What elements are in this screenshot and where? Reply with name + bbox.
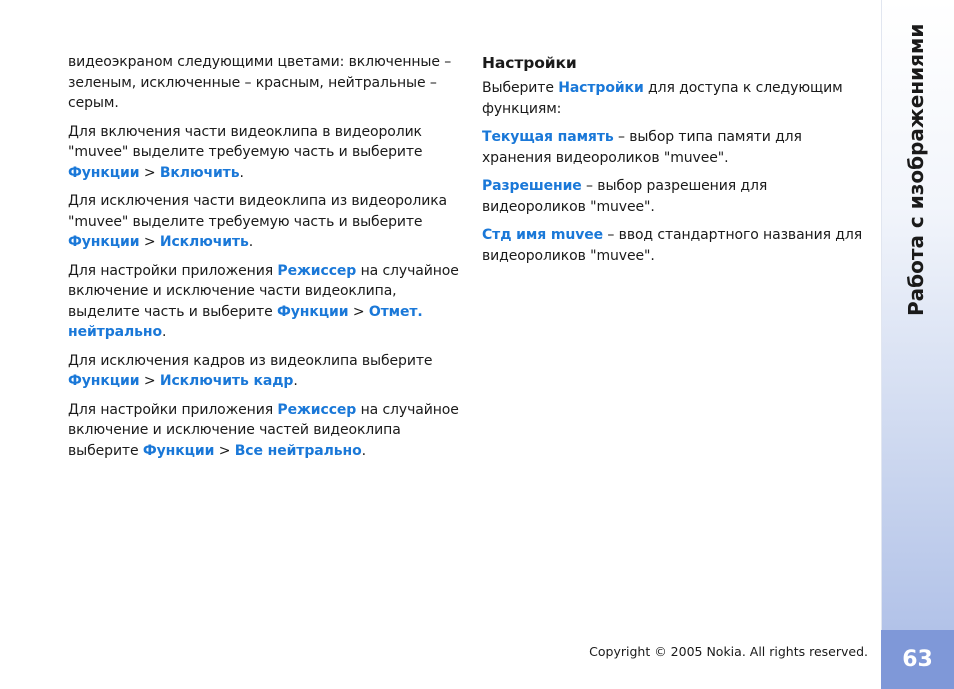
settings-desc: – ввод стандартного названия для видеороликов "muvee". — [482, 227, 863, 264]
paragraph-text: Для настройки приложения — [68, 401, 278, 418]
settings-desc: – выбор разрешения для видеороликов "muvee". — [482, 178, 768, 215]
paragraph-all-neutral — [68, 400, 463, 462]
settings-item-memory — [482, 127, 872, 168]
settings-term: Текущая память — [482, 129, 614, 145]
menu-exclude-link: Исключить — [159, 234, 249, 250]
paragraph-end: . — [361, 442, 366, 459]
paragraph-exclude — [68, 191, 463, 253]
settings-term: Разрешение — [482, 178, 582, 194]
left-column — [68, 52, 463, 469]
page-number: 63 — [902, 647, 933, 672]
settings-heading: Настройки — [482, 54, 577, 72]
paragraph-colors — [68, 52, 463, 114]
paragraph-text: Для настройки приложения — [68, 262, 278, 279]
menu-all-neutral-link: Все нейтрально — [234, 442, 362, 459]
paragraph-end: . — [239, 164, 244, 181]
settings-link: Настройки — [558, 80, 644, 96]
paragraph-text: на случайное включение и исключение части видеоклипа, выделите часть и выберите — [68, 262, 459, 320]
menu-include-link: Включить — [159, 164, 240, 181]
paragraph-end: . — [248, 234, 254, 250]
paragraph-text: на случайное включение и исключение частей видеоклипа выберите — [68, 401, 459, 459]
director-app-link: Режиссер — [277, 401, 357, 418]
section-title: Работа с изображениями — [904, 23, 928, 316]
menu-functions-link: Функции — [142, 442, 215, 459]
paragraph-end: . — [161, 324, 167, 340]
menu-functions-link: Функции — [68, 373, 140, 389]
settings-item-resolution — [482, 176, 872, 217]
paragraph-end: . — [293, 373, 298, 389]
settings-desc: – выбор типа памяти для хранения видеороликов "muvee". — [482, 129, 802, 166]
paragraph-exclude-text: Для исключения части видеоклипа из видеоролика "muvee" выделите требуемую часть и выберите — [68, 193, 448, 230]
menu-functions-link: Функции — [276, 303, 349, 320]
paragraph-include — [68, 122, 463, 184]
paragraph-neutral-mark — [68, 261, 463, 343]
paragraph-text: Для исключения кадров из видеоклипа выберите — [68, 352, 433, 369]
menu-separator: > — [214, 442, 235, 459]
menu-functions-link: Функции — [68, 164, 140, 181]
settings-term: Стд имя muvee — [482, 227, 604, 243]
settings-item-default-name — [482, 225, 872, 266]
paragraph-colors-text: видеоэкраном следующими цветами: включенные – зеленым, исключенные – красным, нейтральные – серым. — [68, 54, 452, 111]
menu-separator: > — [139, 164, 160, 181]
paragraph-include-text: Для включения части видеоклипа в видеоролик "muvee" выделите требуемую часть и выберите — [68, 123, 423, 160]
paragraph-text: Выберите — [482, 80, 559, 96]
paragraph-text: для доступа к следующим функциям: — [482, 80, 843, 117]
menu-separator: > — [139, 373, 160, 389]
paragraph-exclude-frame — [68, 351, 463, 392]
right-column — [482, 52, 872, 274]
director-app-link: Режиссер — [277, 262, 357, 279]
menu-separator: > — [139, 234, 160, 250]
menu-mark-neutral-link: Отмет. нейтрально — [68, 303, 423, 340]
settings-intro — [482, 78, 872, 119]
page-number-box — [881, 630, 954, 689]
copyright-footer: Copyright © 2005 Nokia. All rights reserved. — [589, 644, 868, 659]
menu-exclude-frame-link: Исключить кадр — [159, 373, 294, 389]
menu-separator: > — [348, 303, 369, 320]
menu-functions-link: Функции — [68, 234, 140, 250]
